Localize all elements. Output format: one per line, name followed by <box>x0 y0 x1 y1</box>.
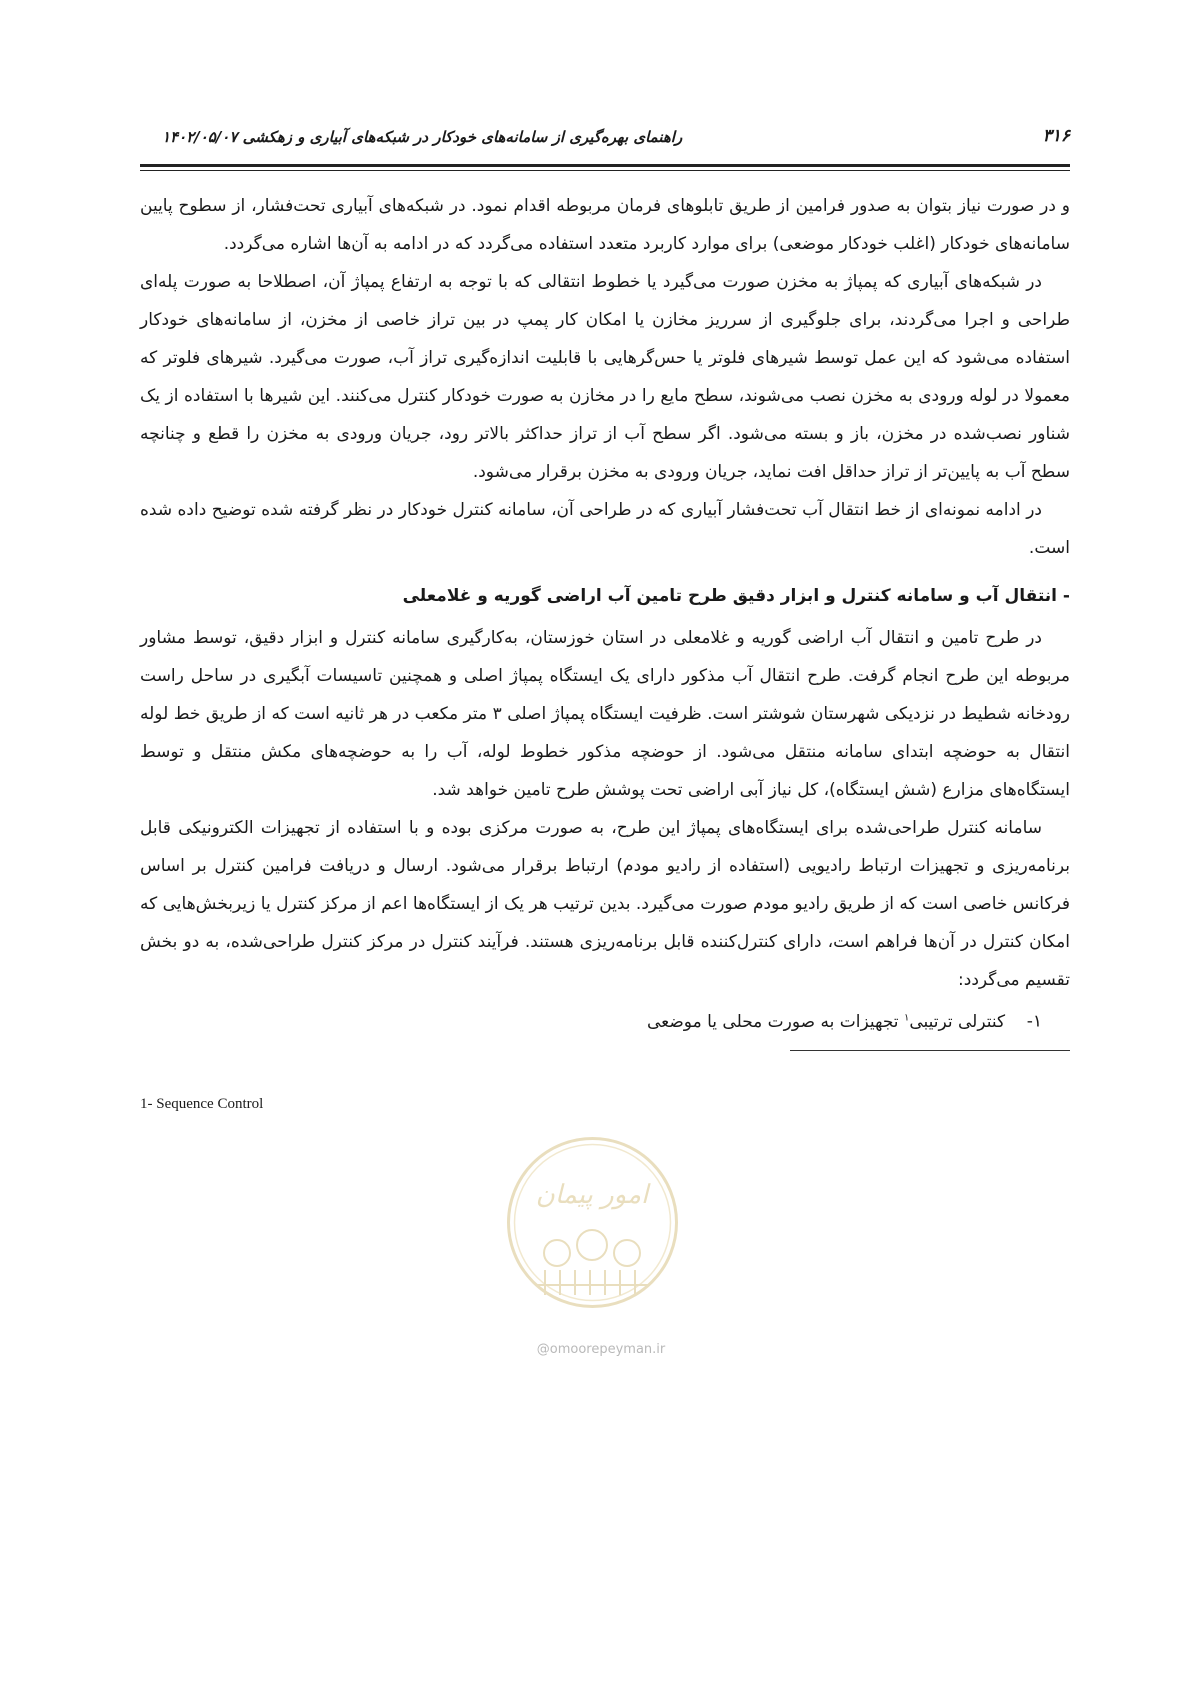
paragraph-1: و در صورت نیاز بتوان به صدور فرامین از طریق تابلوهای فرمان مربوطه اقدام نمود. در شبکه‌های آبیاری تحت‌فشار، از سطوح پایین سامانه‌های خودکار (اغلب خودکار موضعی) برای موارد کاربرد متعدد استفاده می‌گردد که در ادامه به آن‌ها اشاره می‌گردد. <box>140 196 1070 254</box>
footnote-reference: ۱ <box>903 1012 910 1023</box>
page-number: ۳۱۶ <box>1042 126 1070 146</box>
page-body <box>140 187 1070 1041</box>
paragraph-2: در شبکه‌های آبیاری که پمپاژ به مخزن صورت می‌گیرد یا خطوط انتقالی که با توجه به ارتفاع پمپاژ آن، اصطلاحا به صورت پله‌ای طراحی و اجرا می‌گردند، برای جلوگیری از سرریز مخازن یا امکان کار پمپ در بین تراز خاصی از مخزن، از سامانه‌های خودکار استفاده می‌شود که این عمل توسط شیرهای فلوتر یا حس‌گرهایی با قابلیت اندازه‌گیری تراز آب، صورت می‌گیرد. شیرهای فلوتر که معمولا در لوله ورودی به مخزن نصب می‌شوند، سطح مایع را در مخازن به صورت خودکار کنترل می‌کنند. این شیرها با استفاده از یک شناور نصب‌شده در مخزن، باز و بسته می‌شود. اگر سطح آب از تراز حداکثر بالاتر رود، جریان ورودی به مخزن را قطع و چنانچه سطح آب به پایین‌تر از تراز حداقل افت نماید، جریان ورودی به مخزن برقرار می‌شود. <box>140 272 1070 482</box>
paragraph-3: در ادامه نمونه‌ای از خط انتقال آب تحت‌فشار آبیاری که در طراحی آن، سامانه کنترل خودکار در نظر گرفته شده توضیح داده شده است. <box>140 500 1070 558</box>
list-item-number: ۱- <box>1026 1011 1042 1032</box>
header-date: ۱۴۰۲/۰۵/۰۷ <box>162 128 238 146</box>
header-rule-thin <box>140 170 1070 171</box>
running-title <box>140 128 682 146</box>
paragraph-4: در طرح تامین و انتقال آب اراضی گوریه و غلامعلی در استان خوزستان، به‌کارگیری سامانه کنترل و ابزار دقیق، توسط مشاور مربوطه این طرح انجام گرفت. طرح انتقال آب مذکور دارای یک ایستگاه پمپاژ اصلی و همچنین تاسیسات آبگیری در ساحل راست رودخانه شطیط در نزدیکی شهرستان شوشتر است. ظرفیت ایستگاه پمپاژ اصلی ۳ متر مکعب در هر ثانیه است که از طریق خط لوله انتقال به حوضچه ابتدای سامانه منتقل می‌شود. از حوضچه مذکور خطوط لوله، آب را به حوضچه‌های مکش منتقل و توسط ایستگاه‌های مزارع (شش ایستگاه)، کل نیاز آبی اراضی تحت پوشش طرح تامین خواهد شد. <box>140 628 1070 800</box>
list-item-text-a: کنترلی ترتیبی <box>909 1011 1006 1032</box>
footnote: 1- Sequence Control <box>140 1096 264 1112</box>
section-heading: - انتقال آب و سامانه کنترل و ابزار دقیق طرح تامین آب اراضی گوریه و غلامعلی <box>402 586 1070 606</box>
watermark-url: @omoorepeyman.ir <box>536 1342 666 1357</box>
list-item-text <box>647 1012 1021 1032</box>
header-rule-thick <box>140 164 1070 167</box>
list-item-1 <box>140 999 1070 1041</box>
page-header <box>140 126 1070 152</box>
watermark-logo-text: امور پیمان <box>535 1180 649 1210</box>
running-title-text: راهنمای بهره‌گیری از سامانه‌های خودکار در شبکه‌های آبیاری و زهکشی <box>242 128 683 146</box>
watermark-logo <box>505 1135 680 1310</box>
list-item-text-b: تجهیزات به صورت محلی یا موضعی <box>646 1011 904 1032</box>
paragraph-5: سامانه کنترل طراحی‌شده برای ایستگاه‌های پمپاژ این طرح، به صورت مرکزی بوده و با استفاده از تجهیزات الکترونیکی قابل برنامه‌ریزی و تجهیزات ارتباط رادیویی (استفاده از رادیو مودم) ارتباط برقرار می‌شود. ارسال و دریافت فرامین کنترل بر اساس فرکانس خاصی است که از طریق رادیو مودم صورت می‌گیرد. بدین ترتیب هر یک از ایستگاه‌ها اعم از مرکز کنترل یا زیربخش‌هایی که امکان کنترل در آن‌ها فراهم است، دارای کنترل‌کننده قابل برنامه‌ریزی هستند. فرآیند کنترل در مرکز کنترل طراحی‌شده، به دو بخش تقسیم می‌گردد: <box>140 818 1070 990</box>
footnote-rule <box>790 1050 1070 1051</box>
